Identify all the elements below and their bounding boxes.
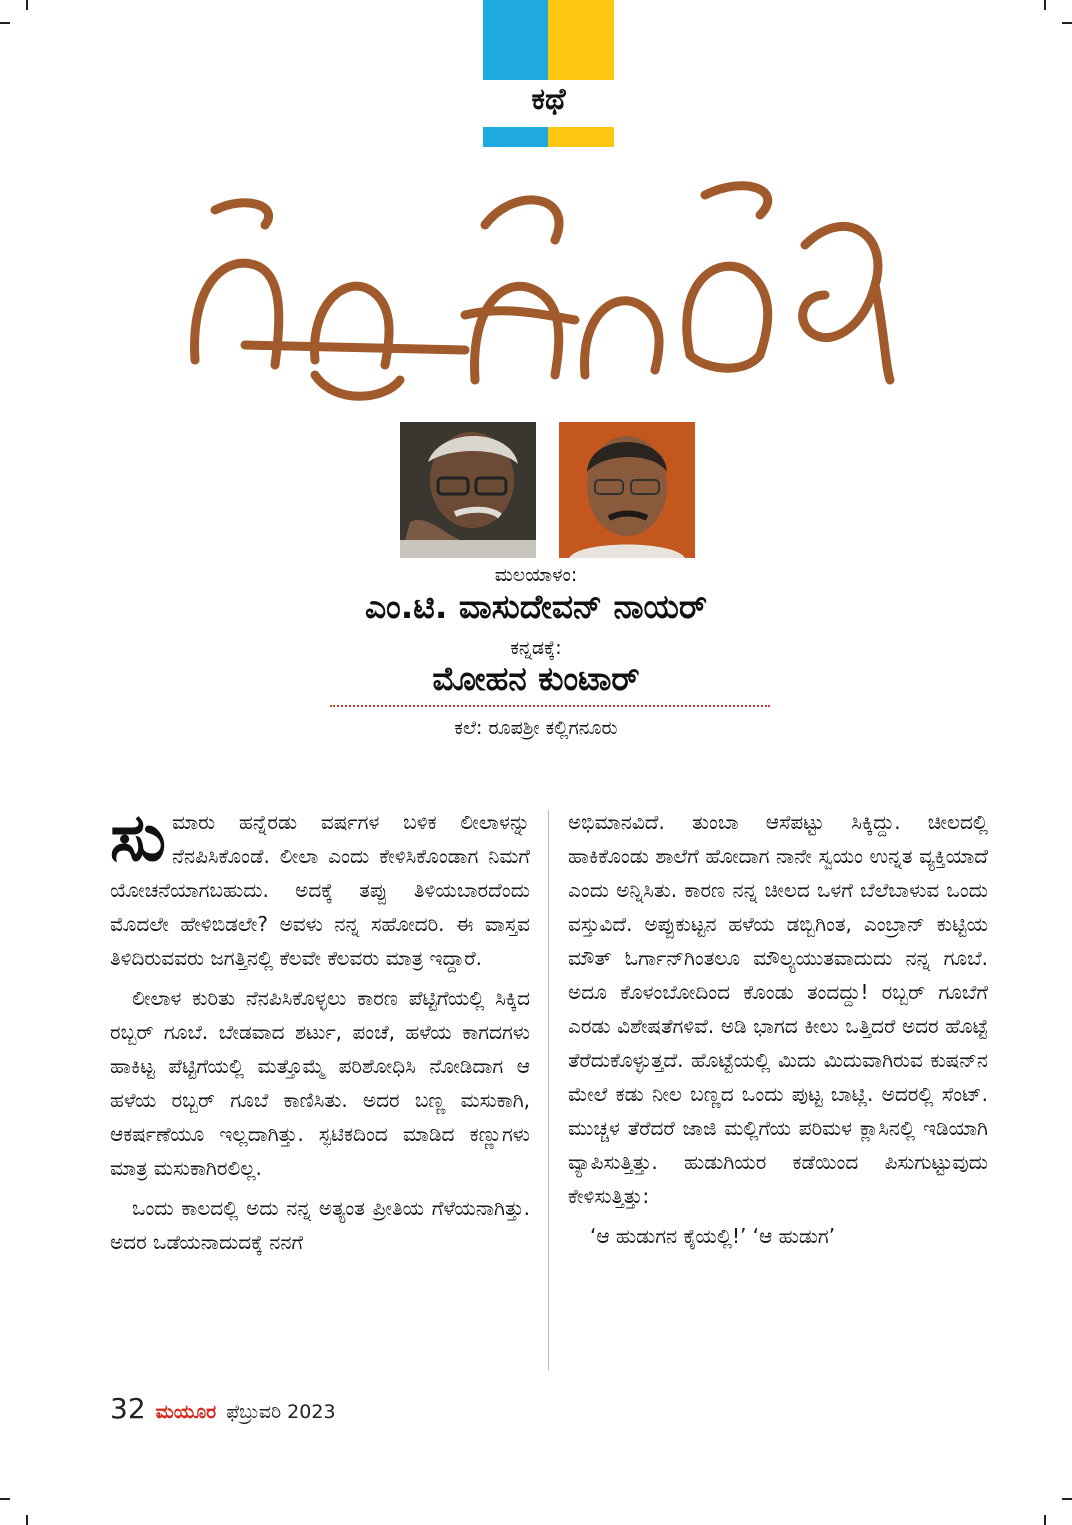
story-title (185, 165, 895, 410)
crop-mark (1044, 0, 1046, 10)
story-column-right (568, 805, 988, 1259)
author-name: ಎಂ.ಟಿ. ವಾಸುದೇವನ್ ನಾಯರ್ (364, 587, 708, 626)
translator-name: ಮೋಹನ ಕುಂಟಾರ್ (432, 659, 640, 698)
paragraph: ಮಾರು ಹನ್ನೆರಡು ವರ್ಷಗಳ ಬಳಿಕ ಲೀಲಾಳನ್ನು ನೆನಪಿಸಿಕೊಂಡೆ. ಲೀಲಾ ಎಂದು ಕೇಳಿಸಿಕೊಂಡಾಗ ನಿಮಗೆ ಯೋಚನೆಯಾಗಬಹುದು. ಅದಕ್ಕೆ ತಪ್ಪು ತಿಳಿಯಬಾರದೆಂದು ಮೊದಲೇ ಹೇಳಿಬಿಡಲೇ? ಅವಳು ನನ್ನ ಸಹೋದರಿ. ಈ ವಾಸ್ತವ ತಿಳಿದಿರುವವರು ಜಗತ್ತಿನಲ್ಲಿ ಕೆಲವೇ ಕೆಲವರು ಮಾತ್ರ ಇದ್ದಾರೆ. (110, 810, 530, 970)
crop-mark (26, 0, 28, 10)
crop-mark (1044, 1515, 1046, 1525)
translation-label: ಕನ್ನಡಕ್ಕೆ: (510, 637, 562, 659)
color-block-blue (483, 0, 548, 80)
paragraph: ಲೀಲಾಳ ಕುರಿತು ನೆನಪಿಸಿಕೊಳ್ಳಲು ಕಾರಣ ಪೆಟ್ಟಿಗೆಯಲ್ಲಿ ಸಿಕ್ಕಿದ ರಬ್ಬರ್ ಗೂಬೆ. ಬೇಡವಾದ ಶರ್ಟು, ಪಂಚೆ, ಹಳೆಯ ಕಾಗದಗಳು ಹಾಕಿಟ್ಟ ಪೆಟ್ಟಿಗೆಯಲ್ಲಿ ಮತ್ತೊಮ್ಮೆ ಪರಿಶೋಧಿಸಿ ನೋಡಿದಾಗ ಆ ಹಳೆಯ ರಬ್ಬರ್ ಗೂಬೆ ಕಾಣಿಸಿತು. ಅದರ ಬಣ್ಣ ಮಸುಕಾಗಿ, ಆಕರ್ಷಣೆಯೂ ಇಲ್ಲದಾಗಿತ್ತು. ಸ್ಫಟಿಕದಿಂದ ಮಾಡಿದ ಕಣ್ಣುಗಳು ಮಾತ್ರ ಮಸುಕಾಗಿರಲಿಲ್ಲ. (110, 986, 530, 1180)
crop-mark (1062, 22, 1072, 24)
section-header (483, 0, 614, 148)
paragraph: ‘ಆ ಹುಡುಗನ ಕೈಯಲ್ಲಿ!’ ‘ಆ ಹುಡುಗ’ (590, 1224, 836, 1248)
column-divider (548, 810, 549, 1370)
page-number: 32 (110, 1392, 146, 1425)
color-strip-yellow (548, 127, 614, 147)
crop-mark (0, 22, 10, 24)
portrait-illustration (400, 422, 536, 558)
original-language-label: ಮಲಯಾಳಂ: (494, 564, 578, 586)
issue-date: ಫೆಬ್ರುವರಿ 2023 (226, 1401, 336, 1423)
portrait-illustration (559, 422, 695, 558)
dotted-divider (330, 705, 770, 707)
author-photo (400, 422, 536, 558)
paragraph: ಒಂದು ಕಾಲದಲ್ಲಿ ಅದು ನನ್ನ ಅತ್ಯಂತ ಪ್ರೀತಿಯ ಗೆಳೆಯನಾಗಿತ್ತು. ಅದರ ಒಡೆಯನಾದುದಕ್ಕೆ ನನಗೆ (110, 1196, 530, 1254)
drop-cap: ಸು (110, 799, 167, 876)
magazine-logo: ಮಯೂರ (155, 1401, 217, 1423)
crop-mark (0, 1498, 10, 1500)
color-block-yellow (548, 0, 614, 80)
paragraph: ಅಭಿಮಾನವಿದೆ. ತುಂಬಾ ಆಸೆಪಟ್ಟು ಸಿಕ್ಕಿದ್ದು. ಚೀಲದಲ್ಲಿ ಹಾಕಿಕೊಂಡು ಶಾಲೆಗೆ ಹೋದಾಗ ನಾನೇ ಸ್ವಯಂ ಉನ್ನತ ವ್ಯಕ್ತಿಯಾದೆ ಎಂದು ಅನ್ನಿಸಿತು. ಕಾರಣ ನನ್ನ ಚೀಲದ ಒಳಗೆ ಬೆಲೆಬಾಳುವ ಒಂದು ವಸ್ತುವಿದೆ. ಅಪ್ಪುಕುಟ್ಟನ ಹಳೆಯ ಡಬ್ಬಿಗಿಂತ, ಎಂಬ್ರಾನ್ ಕುಟ್ಟಿಯ ಮೌತ್ ಓರ್ಗಾನ್‌ಗಿಂತಲೂ ಮೌಲ್ಯಯುತವಾದುದು ನನ್ನ ಗೂಬೆ. ಅದೂ ಕೊಳಂಬೋದಿಂದ ಕೊಂಡು ತಂದದ್ದು! ರಬ್ಬರ್ ಗೂಬೆಗೆ ಎರಡು ವಿಶೇಷತೆಗಳಿವೆ. ಅಡಿ ಭಾಗದ ಕೀಲು ಒತ್ತಿದರೆ ಅದರ ಹೊಟ್ಟೆ ತೆರೆದುಕೊಳ್ಳುತ್ತದೆ. ಹೊಟ್ಟೆಯಲ್ಲಿ ಮಿದು ಮಿದುವಾಗಿರುವ ಕುಷನ್‌ನ ಮೇಲೆ ಕಡು ನೀಲ ಬಣ್ಣದ ಒಂದು ಪುಟ್ಟ ಬಾಟ್ಲಿ. ಅದರಲ್ಲಿ ಸೆಂಟ್. ಮುಚ್ಚಳ ತೆರೆದರೆ ಜಾಜಿ ಮಲ್ಲಿಗೆಯ ಪರಿಮಳ ಕ್ಲಾಸಿನಲ್ಲಿ ಇಡಿಯಾಗಿ ವ್ಯಾಪಿಸುತ್ತಿತ್ತು. ಹುಡುಗಿಯರ ಕಡೆಯಿಂದ ಪಿಸುಗುಟ್ಟುವುದು ಕೇಳಿಸುತ್ತಿತ್ತು: (568, 810, 988, 1208)
page-footer (110, 1392, 336, 1432)
section-label: ಕಥೆ (531, 82, 566, 117)
story-column-left (110, 799, 530, 1265)
color-strip-blue (483, 127, 548, 147)
crop-mark (1062, 1498, 1072, 1500)
crop-mark (26, 1515, 28, 1525)
calligraphy-title-art (185, 165, 895, 410)
art-credit: ಕಲೆ: ರೂಪಶ್ರೀ ಕಲ್ಲಿಗನೂರು (454, 717, 618, 739)
translator-photo (559, 422, 695, 558)
